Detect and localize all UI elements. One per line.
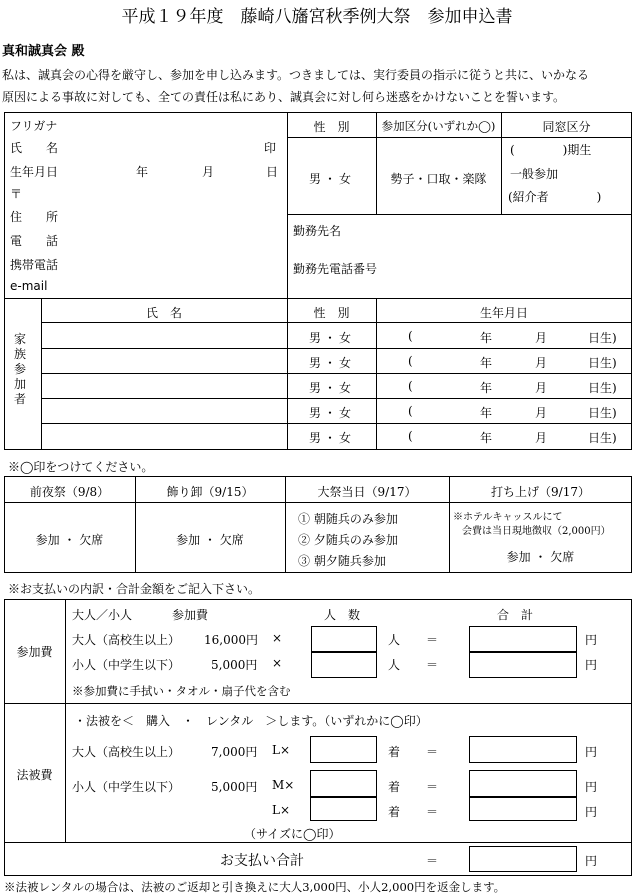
family-row-5-month: 月 (535, 431, 548, 445)
workplace-label: 勤務先名 (293, 224, 342, 238)
postal-mark: 〒 (10, 187, 23, 201)
furigana-label: フリガナ (10, 119, 58, 133)
family-row-5-sex: 男・女 (308, 431, 354, 445)
sex-value: 男・女 (308, 172, 354, 186)
page-title: 平成１９年度 藤崎八旛宮秋季例大祭 参加申込書 (121, 7, 513, 27)
family-row-4-month: 月 (535, 406, 548, 420)
family-row-4-day: 日生) (588, 406, 617, 420)
birth-label: 生年月日 (10, 165, 59, 179)
family-row-4-sex: 男・女 (308, 406, 354, 420)
family-row-2-sex: 男・女 (308, 356, 354, 370)
family-row-4-open: ( (408, 404, 413, 418)
family-row-1-year: 年 (480, 331, 493, 345)
fee-child-unit: 人 (388, 658, 401, 672)
footer-note: ※法被レンタルの場合は、法被のご返却と引き換えに大人3,000円、小人2,000円を返金します。 (4, 880, 506, 894)
happi-child-m-unit: 着 (388, 780, 401, 794)
phone-label: 電 話 (10, 234, 59, 248)
happi-adult-total-input[interactable] (469, 736, 577, 763)
event-header-zenyasai: 前夜祭（9/8） (29, 485, 110, 499)
family-row-1-sex: 男・女 (308, 331, 354, 345)
doso-referrer: (紹介者 ) (508, 190, 602, 204)
happi-child-l-unit: 着 (388, 805, 401, 819)
kazarioroshi-attend: 参加 ・ 欠席 (176, 533, 244, 547)
happi-child-l-eq: ＝ (426, 805, 439, 819)
category-value: 勢子・口取・楽隊 (390, 172, 487, 186)
happi-adult-size: L× (272, 743, 291, 757)
fee-adult-times: × (272, 631, 283, 645)
uchiage-note-1: ※ホテルキャッスルにて (453, 512, 563, 523)
happi-child-m-total-input[interactable] (469, 770, 577, 797)
happi-adult-price: 7,000円 (211, 745, 258, 759)
fee-child-count-input[interactable] (311, 652, 377, 678)
family-row-1-month: 月 (535, 331, 548, 345)
happi-adult-unit: 着 (388, 745, 401, 759)
fee-header-type: 大人／小人 (72, 608, 133, 622)
fee-child-eq: ＝ (426, 658, 439, 672)
birth-month-label: 月 (202, 165, 215, 179)
happi-child-l-count-input[interactable] (310, 797, 377, 821)
family-row-1-open: ( (408, 329, 413, 343)
fee-adult-total-input[interactable] (469, 626, 577, 652)
address-label: 住 所 (10, 210, 59, 224)
sex-header: 性 別 (313, 120, 350, 134)
happi-child-size-m: M× (272, 778, 295, 792)
happi-child-m-yen: 円 (585, 780, 598, 794)
email-label: e-mail (10, 279, 48, 293)
happi-child-size-l: L× (272, 803, 291, 817)
fee-header-total: 合 計 (497, 608, 534, 622)
doso-general: 一般参加 (510, 167, 559, 181)
fee-label: 参加費 (16, 645, 53, 659)
doso-class: ( )期生 (510, 143, 592, 157)
happi-child-m-count-input[interactable] (310, 770, 377, 797)
total-label: お支払い合計 (220, 853, 304, 869)
family-row-3-month: 月 (535, 381, 548, 395)
birth-year-label: 年 (136, 165, 149, 179)
family-birth-header: 生年月日 (479, 306, 528, 320)
happi-adult-count-input[interactable] (310, 736, 377, 763)
zenyasai-attend: 参加 ・ 欠席 (35, 533, 104, 547)
family-row-2-day: 日生) (588, 356, 617, 370)
seal-label: 印 (264, 141, 277, 155)
uchiage-note-2: 会費は当日現地徴収（2,000円） (462, 526, 611, 537)
fee-child-total-input[interactable] (469, 652, 577, 678)
fee-child-yen: 円 (585, 658, 598, 672)
taisai-option-1: ① 朝随兵のみ参加 (298, 512, 398, 526)
happi-size-note: （サイズに◯印） (244, 827, 341, 841)
fee-adult-price: 16,000円 (204, 633, 258, 647)
fee-adult-unit: 人 (388, 633, 401, 647)
taisai-option-3: ③ 朝夕随兵参加 (298, 554, 386, 568)
events-note: ※◯印をつけてください。 (8, 460, 154, 474)
family-row-5-year: 年 (480, 431, 493, 445)
family-row-4-year: 年 (480, 406, 493, 420)
family-row-3-year: 年 (480, 381, 493, 395)
family-label: 家族参加者 (14, 332, 27, 406)
fee-header-count: 人 数 (324, 608, 361, 622)
family-row-5-day: 日生) (588, 431, 617, 445)
addressee: 真和誠真会 殿 (2, 44, 85, 59)
family-row-2-month: 月 (535, 356, 548, 370)
happi-choice: ・法被を＜ 購入 ・ レンタル ＞します。（いずれかに◯印） (74, 714, 428, 728)
happi-adult-type: 大人（高校生以上） (72, 745, 181, 759)
mobile-label: 携帯電話 (10, 258, 59, 272)
family-row-3-sex: 男・女 (308, 381, 354, 395)
fee-child-price: 5,000円 (211, 658, 258, 672)
happi-child-type: 小人（中学生以下） (72, 780, 181, 794)
family-row-1-day: 日生) (588, 331, 617, 345)
family-row-3-day: 日生) (588, 381, 617, 395)
total-eq: ＝ (426, 854, 439, 868)
happi-child-m-eq: ＝ (426, 780, 439, 794)
happi-adult-eq: ＝ (426, 745, 439, 759)
taisai-option-2: ② 夕随兵のみ参加 (298, 533, 398, 547)
fee-note: ※参加費に手拭い・タオル・扇子代を含む (72, 684, 291, 698)
fee-child-type: 小人（中学生以下） (72, 658, 181, 672)
fee-adult-eq: ＝ (426, 633, 439, 647)
family-row-5-open: ( (408, 429, 413, 443)
fee-child-times: × (272, 656, 283, 670)
payment-note: ※お支払いの内訳・合計金額をご記入下さい。 (8, 582, 261, 596)
event-header-kazarioroshi: 飾り卸（9/15） (166, 485, 254, 499)
pledge-line-2: 原因による事故に対しても、全ての責任は私にあり、誠真会に対し何ら迷惑をかけないことを誓います。 (2, 90, 566, 104)
birth-day-label: 日 (266, 165, 279, 179)
applicant-table (4, 112, 632, 450)
family-name-header: 氏 名 (145, 306, 182, 320)
family-row-2-year: 年 (480, 356, 493, 370)
fee-adult-type: 大人（高校生以上） (72, 633, 181, 647)
event-header-taisai: 大祭当日（9/17） (317, 485, 417, 499)
family-sex-header: 性 別 (313, 306, 350, 320)
happi-label: 法被費 (16, 768, 53, 782)
happi-adult-yen: 円 (585, 745, 598, 759)
total-yen: 円 (585, 854, 598, 868)
happi-child-price: 5,000円 (211, 780, 258, 794)
doso-header: 同窓区分 (542, 120, 591, 134)
uchiage-attend: 参加 ・ 欠席 (506, 550, 575, 564)
category-header: 参加区分(いずれか◯) (381, 119, 496, 133)
total-amount-input[interactable] (469, 846, 577, 872)
name-label: 氏 名 (10, 141, 59, 155)
event-header-uchiage: 打ち上げ（9/17） (491, 485, 590, 499)
fee-adult-count-input[interactable] (311, 626, 377, 652)
fee-adult-yen: 円 (585, 633, 598, 647)
happi-child-l-total-input[interactable] (469, 797, 577, 821)
family-row-2-open: ( (408, 354, 413, 368)
fee-header-fee: 参加費 (172, 608, 209, 622)
happi-child-l-yen: 円 (585, 805, 598, 819)
family-row-3-open: ( (408, 379, 413, 393)
workplace-phone-label: 勤務先電話番号 (293, 262, 378, 276)
pledge-line-1: 私は、誠真会の心得を厳守し、参加を申し込みます。つきましては、実行委員の指示に従うと共に、いかなる (2, 68, 590, 82)
